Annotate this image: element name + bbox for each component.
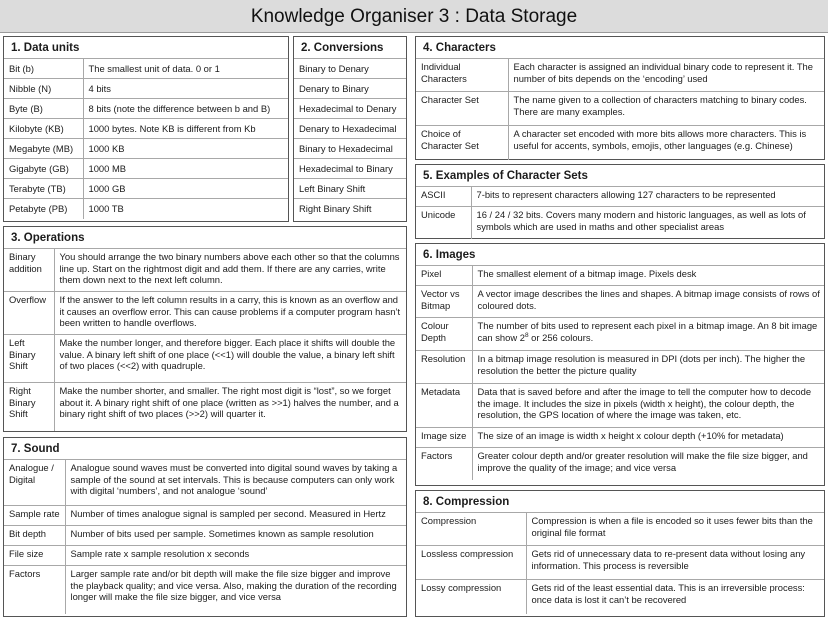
table-row — [4, 199, 288, 219]
conversion-item: Denary to Binary — [294, 79, 406, 99]
table-row — [4, 546, 406, 566]
table-row — [4, 249, 406, 292]
row-term: Overflow — [4, 292, 54, 335]
definition-text: or 256 colours. — [528, 331, 594, 343]
conversion-item: Hexadecimal to Denary — [294, 99, 406, 119]
conversion-item: Binary to Denary — [294, 59, 406, 79]
row-term: Right Binary Shift — [4, 383, 54, 431]
row-term: Petabyte (PB) — [4, 199, 83, 219]
definition-text: The number of bits used to represent each pixel in a bitmap image. An 8 bit image can show 2 — [477, 320, 818, 343]
row-term: Character Set — [416, 92, 508, 126]
row-definition: 7-bits to represent characters allowing 127 characters to be represented — [471, 187, 824, 207]
row-definition: A vector image describes the lines and shapes. A bitmap image consists of rows of coloured dots. — [472, 286, 824, 318]
row-term: Nibble (N) — [4, 79, 83, 99]
table-row — [4, 335, 406, 383]
superscript: 8 — [524, 331, 529, 339]
section-heading: 5. Examples of Character Sets — [423, 170, 588, 182]
images-table — [416, 265, 824, 480]
section-heading: 6. Images — [423, 249, 476, 261]
row-definition: Each character is assigned an individual binary code to represent it. The number of bits depends on the ‘encoding’ used — [508, 59, 824, 92]
table-row — [416, 351, 824, 384]
compression-table — [416, 512, 824, 614]
table-row — [416, 384, 824, 428]
section-heading: 8. Compression — [423, 496, 510, 508]
row-term: ASCII — [416, 187, 471, 207]
row-definition: 1000 GB — [83, 179, 288, 199]
row-definition: Compression is when a file is encoded so it uses fewer bits than the original file format — [526, 513, 824, 546]
table-row — [4, 99, 288, 119]
section-character-sets — [415, 164, 825, 239]
row-term: Analogue / Digital — [4, 460, 65, 506]
section-compression — [415, 490, 825, 617]
list-item — [294, 99, 406, 119]
row-definition: 1000 MB — [83, 159, 288, 179]
row-term: Sample rate — [4, 506, 65, 526]
row-definition: Larger sample rate and/or bit depth will make the file size bigger and improve the playback quality; and vice versa. Also, making the duration of the recording longer will make the file size bigger, and vice versa — [65, 566, 406, 614]
row-term: Left Binary Shift — [4, 335, 54, 383]
table-row — [416, 580, 824, 614]
page-title: Knowledge Organiser 3 : Data Storage — [0, 0, 828, 33]
conversion-item: Denary to Hexadecimal — [294, 119, 406, 139]
list-item — [294, 59, 406, 79]
row-definition: The name given to a collection of characters matching to binary codes. There are many examples. — [508, 92, 824, 126]
table-row — [416, 448, 824, 480]
table-row — [416, 286, 824, 318]
row-definition: A character set encoded with more bits allows more characters. This is useful for accents, symbols, emojis, other languages (e.g. Chinese) — [508, 126, 824, 160]
conversion-item: Left Binary Shift — [294, 179, 406, 199]
list-item — [294, 159, 406, 179]
row-definition: Data that is saved before and after the image to tell the computer how to decode the image. It includes the size in pixels (width x height), the colour depth, the resolution, the GPS location of where the image was taken, etc. — [472, 384, 824, 428]
row-definition — [472, 318, 824, 351]
row-definition: 1000 bytes. Note KB is different from Kb — [83, 119, 288, 139]
data-units-table — [4, 58, 288, 219]
character-sets-table — [416, 186, 824, 239]
table-row — [4, 119, 288, 139]
row-definition: 1000 KB — [83, 139, 288, 159]
list-item — [294, 79, 406, 99]
section-heading: 2. Conversions — [301, 42, 384, 54]
row-term: Binary addition — [4, 249, 54, 292]
table-row — [416, 207, 824, 239]
characters-table — [416, 58, 824, 160]
row-definition: The smallest element of a bitmap image. Pixels desk — [472, 266, 824, 286]
row-term: Metadata — [416, 384, 472, 428]
row-definition: Analogue sound waves must be converted into digital sound waves by taking a sample of the sound at set intervals. This is because computers can only work with digital ‘numbers’, and not analogue ‘sound’ — [65, 460, 406, 506]
row-definition: Gets rid of the least essential data. This is an irreversible process: once data is lost it can’t be recovered — [526, 580, 824, 614]
table-row — [4, 159, 288, 179]
table-row — [416, 428, 824, 448]
row-definition: 4 bits — [83, 79, 288, 99]
table-row — [416, 126, 824, 160]
row-term: Unicode — [416, 207, 471, 239]
table-row — [416, 513, 824, 546]
row-term: Resolution — [416, 351, 472, 384]
row-term: Vector vs Bitmap — [416, 286, 472, 318]
row-term: File size — [4, 546, 65, 566]
section-heading: 1. Data units — [11, 42, 80, 54]
section-heading: 7. Sound — [11, 443, 60, 455]
row-term: Terabyte (TB) — [4, 179, 83, 199]
row-term: Kilobyte (KB) — [4, 119, 83, 139]
table-row — [4, 139, 288, 159]
row-term: Pixel — [416, 266, 472, 286]
table-row — [416, 266, 824, 286]
row-term: Factors — [416, 448, 472, 480]
row-term: Individual Characters — [416, 59, 508, 92]
row-term: Bit (b) — [4, 59, 83, 79]
table-row — [416, 318, 824, 351]
row-term: Gigabyte (GB) — [4, 159, 83, 179]
section-images — [415, 243, 825, 486]
table-row — [4, 59, 288, 79]
row-definition: Sample rate x sample resolution x seconds — [65, 546, 406, 566]
row-term: Factors — [4, 566, 65, 614]
table-row — [4, 460, 406, 506]
row-definition: Gets rid of unnecessary data to re-present data without losing any information. This process is reversible — [526, 546, 824, 580]
row-definition: Number of times analogue signal is sampled per second. Measured in Hertz — [65, 506, 406, 526]
table-row — [4, 179, 288, 199]
operations-table — [4, 248, 406, 431]
table-row — [4, 292, 406, 335]
row-definition: In a bitmap image resolution is measured in DPI (dots per inch). The higher the resolution the better the picture quality — [472, 351, 824, 384]
section-operations — [3, 226, 407, 432]
row-definition: The size of an image is width x height x colour depth (+10% for metadata) — [472, 428, 824, 448]
table-row — [4, 526, 406, 546]
row-term: Byte (B) — [4, 99, 83, 119]
row-definition: The smallest unit of data. 0 or 1 — [83, 59, 288, 79]
row-term: Lossy compression — [416, 580, 526, 614]
row-definition: If the answer to the left column results in a carry, this is known as an overflow and it causes an overflow error. This can cause problems if a computer program hasn’t been written to handle overflows. — [54, 292, 406, 335]
row-term: Image size — [416, 428, 472, 448]
row-definition: Greater colour depth and/or greater resolution will make the file size bigger, and improve the quality of the image; and vice versa — [472, 448, 824, 480]
section-data-units — [3, 36, 289, 222]
table-row — [416, 187, 824, 207]
section-heading: 4. Characters — [423, 42, 496, 54]
row-definition: Number of bits used per sample. Sometimes known as sample resolution — [65, 526, 406, 546]
row-definition: Make the number shorter, and smaller. The right most digit is “lost”, so we forget about it. A binary right shift of one place (written as >>1) halves the number, and a binary right shift of two places (>>2) will quarter it. — [54, 383, 406, 431]
conversion-item: Binary to Hexadecimal — [294, 139, 406, 159]
table-row — [416, 546, 824, 580]
list-item — [294, 179, 406, 199]
row-definition: Make the number longer, and therefore bigger. Each place it shifts will double the value. A binary left shift of one place (<<1) will double the value, a binary left shift of two places (<<2) with quadruple. — [54, 335, 406, 383]
row-term: Compression — [416, 513, 526, 546]
conversion-item: Right Binary Shift — [294, 199, 406, 219]
row-term: Megabyte (MB) — [4, 139, 83, 159]
row-term: Colour Depth — [416, 318, 472, 351]
table-row — [4, 79, 288, 99]
section-heading: 3. Operations — [11, 232, 85, 244]
section-conversions — [293, 36, 407, 222]
table-row — [4, 383, 406, 431]
list-item — [294, 139, 406, 159]
row-definition: You should arrange the two binary numbers above each other so that the columns line up. Start on the rightmost digit and add them. If there are any carries, write them down next to the next left column. — [54, 249, 406, 292]
table-row — [416, 59, 824, 92]
list-item — [294, 119, 406, 139]
row-term: Choice of Character Set — [416, 126, 508, 160]
row-term: Bit depth — [4, 526, 65, 546]
table-row — [416, 92, 824, 126]
row-term: Lossless compression — [416, 546, 526, 580]
sound-table — [4, 459, 406, 614]
section-characters — [415, 36, 825, 160]
table-row — [4, 506, 406, 526]
table-row — [4, 566, 406, 614]
section-sound — [3, 437, 407, 617]
row-definition: 8 bits (note the difference between b and B) — [83, 99, 288, 119]
conversion-item: Hexadecimal to Binary — [294, 159, 406, 179]
conversions-list — [294, 58, 406, 219]
row-definition: 16 / 24 / 32 bits. Covers many modern and historic languages, as well as lots of symbols which are used in maths and other specialist areas — [471, 207, 824, 239]
row-definition: 1000 TB — [83, 199, 288, 219]
list-item — [294, 199, 406, 219]
